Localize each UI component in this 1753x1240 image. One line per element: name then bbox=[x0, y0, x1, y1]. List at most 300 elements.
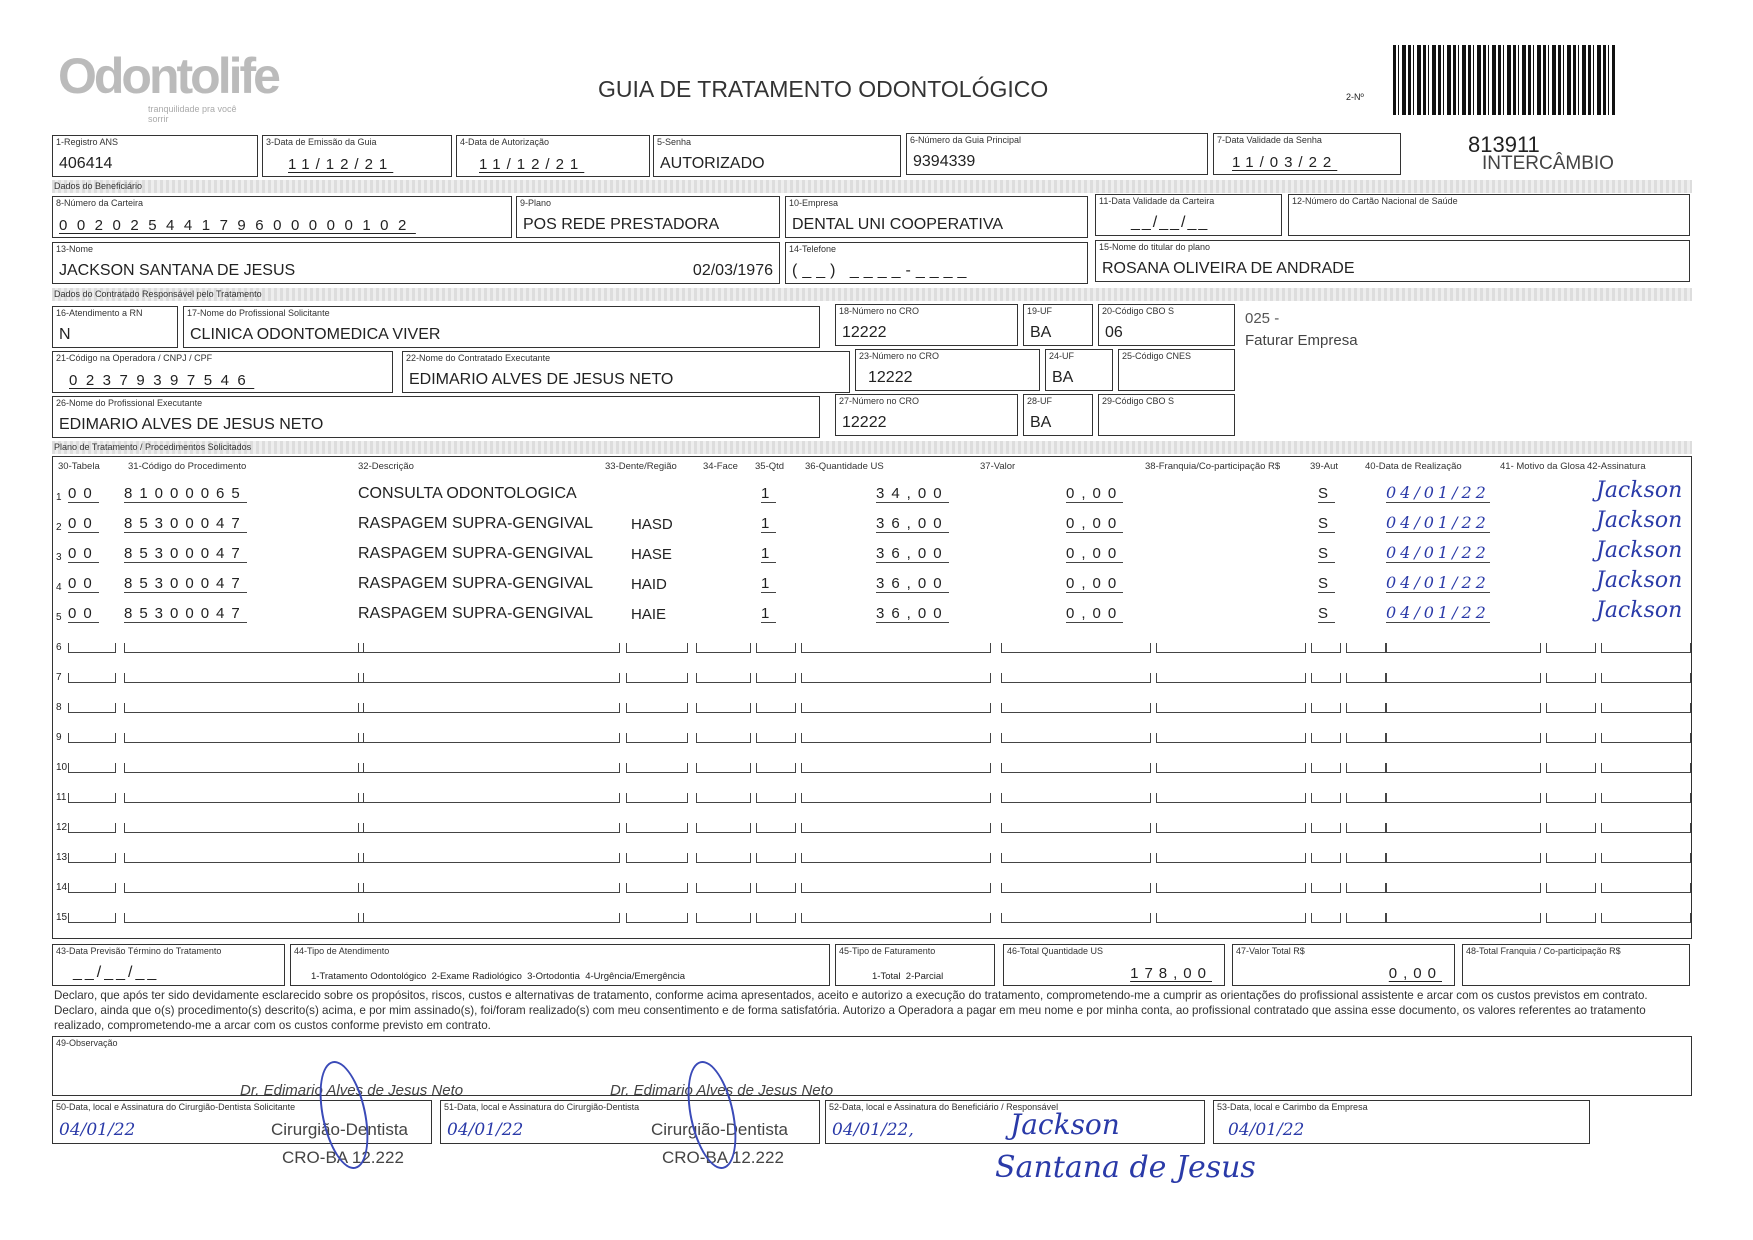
table-row[interactable] bbox=[56, 598, 1686, 625]
field-titular-plano[interactable] bbox=[1095, 240, 1690, 282]
empty-cell[interactable] bbox=[626, 823, 688, 833]
empty-cell[interactable] bbox=[696, 643, 751, 653]
empty-cell[interactable] bbox=[1311, 733, 1341, 743]
empty-cell[interactable] bbox=[1001, 763, 1151, 773]
empty-cell[interactable] bbox=[1386, 823, 1541, 833]
empty-cell[interactable] bbox=[626, 643, 688, 653]
field-cartao-nacional-saude[interactable] bbox=[1288, 194, 1690, 236]
empty-cell[interactable] bbox=[1311, 883, 1341, 893]
empty-cell[interactable] bbox=[124, 763, 364, 773]
row-number: 13 bbox=[56, 852, 68, 863]
odontolife-logo bbox=[58, 48, 278, 124]
us-cell: 36,00 bbox=[876, 545, 949, 562]
us-cell: 34,00 bbox=[876, 485, 949, 502]
field-tipo-atendimento[interactable] bbox=[290, 944, 830, 986]
empty-cell[interactable] bbox=[626, 793, 688, 803]
empty-cell[interactable] bbox=[68, 703, 116, 713]
empty-cell[interactable] bbox=[801, 853, 991, 863]
table-row[interactable] bbox=[56, 478, 1686, 505]
descricao-cell: CONSULTA ODONTOLOGICA bbox=[358, 485, 577, 502]
value: 12222 bbox=[842, 324, 887, 341]
value: EDIMARIO ALVES DE JESUS NETO bbox=[59, 416, 324, 433]
descricao-cell: RASPAGEM SUPRA-GENGIVAL bbox=[358, 605, 594, 622]
empty-cell[interactable] bbox=[756, 883, 796, 893]
empty-cell[interactable] bbox=[1601, 703, 1691, 713]
field-assinatura-dentista[interactable] bbox=[440, 1100, 820, 1144]
empty-cell[interactable] bbox=[801, 703, 991, 713]
field-carimbo-empresa[interactable] bbox=[1213, 1100, 1590, 1144]
field-cbo-29[interactable] bbox=[1098, 394, 1235, 436]
dente-cell: HASD bbox=[631, 516, 673, 533]
field-data-previsao[interactable] bbox=[52, 944, 285, 986]
codigo-cell: 85300047 bbox=[124, 575, 247, 592]
empty-cell[interactable] bbox=[1386, 913, 1541, 923]
value: BA bbox=[1052, 369, 1074, 386]
empty-cell[interactable] bbox=[626, 763, 688, 773]
valor-cell: 0,00 bbox=[1066, 485, 1124, 502]
empty-cell[interactable] bbox=[1346, 643, 1386, 653]
section-contratado: Dados do Contratado Responsável pelo Tratamento bbox=[52, 288, 1692, 301]
empty-cell[interactable] bbox=[1601, 883, 1691, 893]
table-row[interactable] bbox=[56, 781, 1686, 805]
beneficiary-signature-2: Santana de Jesus bbox=[995, 1150, 1256, 1185]
row-number: 2 bbox=[56, 522, 62, 533]
valor-cell: 0,00 bbox=[1066, 575, 1124, 592]
empty-cell[interactable] bbox=[696, 883, 751, 893]
empty-cell[interactable] bbox=[756, 733, 796, 743]
empty-cell[interactable] bbox=[801, 793, 991, 803]
field-data-autorizacao[interactable] bbox=[456, 135, 650, 177]
empty-cell[interactable] bbox=[1001, 673, 1151, 683]
dente-cell: HAIE bbox=[631, 606, 667, 623]
assinatura-cell: Jackson bbox=[1596, 568, 1683, 593]
empty-cell[interactable] bbox=[1156, 673, 1306, 683]
value: 0,00 bbox=[1388, 965, 1442, 982]
empty-cell[interactable] bbox=[801, 913, 991, 923]
empty-cell[interactable] bbox=[1156, 913, 1306, 923]
row-number: 5 bbox=[56, 612, 62, 623]
field-numero-cro-23[interactable] bbox=[855, 349, 1040, 391]
tabela-cell: 00 bbox=[68, 575, 99, 592]
field-total-us[interactable] bbox=[1003, 944, 1225, 986]
table-row[interactable] bbox=[56, 721, 1686, 745]
label: 25-Código CNES bbox=[1122, 351, 1192, 361]
assinatura-cell: Jackson bbox=[1596, 508, 1683, 533]
empty-cell[interactable] bbox=[801, 643, 991, 653]
empty-cell[interactable] bbox=[1546, 703, 1596, 713]
qtd-cell: 1 bbox=[761, 605, 777, 622]
empty-cell[interactable] bbox=[124, 913, 364, 923]
label: 18-Número no CRO bbox=[839, 306, 920, 316]
data-cell: 04/01/22 bbox=[1386, 483, 1490, 502]
column-header: 35-Qtd bbox=[755, 461, 785, 472]
label: 52-Data, local e Assinatura do Beneficiário / Responsável bbox=[829, 1102, 1059, 1112]
field-numero-cro-18[interactable] bbox=[835, 304, 1018, 346]
field-codigo-operadora[interactable] bbox=[52, 351, 393, 393]
dente-cell: HASE bbox=[631, 546, 672, 563]
empty-cell[interactable] bbox=[358, 853, 620, 863]
column-header: 37-Valor bbox=[980, 461, 1016, 472]
qtd-cell: 1 bbox=[761, 575, 777, 592]
empty-cell[interactable] bbox=[696, 853, 751, 863]
empty-cell[interactable] bbox=[1001, 883, 1151, 893]
stamp-name-51: Dr. Edimario Alves de Jesus Neto bbox=[610, 1082, 834, 1099]
empty-cell[interactable] bbox=[1156, 703, 1306, 713]
data-cell: 04/01/22 bbox=[1386, 543, 1490, 562]
empty-cell[interactable] bbox=[68, 673, 116, 683]
table-row[interactable] bbox=[56, 568, 1686, 595]
table-row[interactable] bbox=[56, 751, 1686, 775]
value: 11/03/22 bbox=[1232, 154, 1338, 171]
us-cell: 36,00 bbox=[876, 605, 949, 622]
empty-cell[interactable] bbox=[124, 853, 364, 863]
empty-cell[interactable] bbox=[358, 673, 620, 683]
section-plano: Plano de Tratamento / Procedimentos Solicitados bbox=[52, 441, 1692, 454]
empty-cell[interactable] bbox=[1546, 763, 1596, 773]
empty-cell[interactable] bbox=[756, 703, 796, 713]
column-header: 41- Motivo da Glosa bbox=[1500, 461, 1586, 472]
empty-cell[interactable] bbox=[1386, 643, 1541, 653]
label: 8-Número da Carteira bbox=[56, 198, 144, 208]
table-row[interactable] bbox=[56, 538, 1686, 565]
empty-cell[interactable] bbox=[124, 733, 364, 743]
column-header: 32-Descrição bbox=[358, 461, 414, 472]
empty-cell[interactable] bbox=[756, 913, 796, 923]
empty-cell[interactable] bbox=[1311, 643, 1341, 653]
field-senha[interactable] bbox=[653, 135, 901, 177]
empty-cell[interactable] bbox=[1546, 673, 1596, 683]
empty-cell[interactable] bbox=[1156, 733, 1306, 743]
field-numero-cro-27[interactable] bbox=[835, 394, 1018, 436]
empty-cell[interactable] bbox=[1346, 883, 1386, 893]
empty-cell[interactable] bbox=[626, 673, 688, 683]
empty-cell[interactable] bbox=[1311, 763, 1341, 773]
descricao-cell: RASPAGEM SUPRA-GENGIVAL bbox=[358, 545, 594, 562]
stamp-role: Cirurgião-Dentista bbox=[271, 1120, 408, 1139]
date: 04/01/22 bbox=[1228, 1120, 1305, 1140]
row-number: 4 bbox=[56, 582, 62, 593]
table-row[interactable] bbox=[56, 871, 1686, 895]
aut-cell: S bbox=[1318, 605, 1336, 622]
guide-type: INTERCÂMBIO bbox=[1482, 153, 1614, 174]
empty-cell[interactable] bbox=[1346, 733, 1386, 743]
column-header: 33-Dente/Região bbox=[605, 461, 677, 472]
options: 1-Tratamento Odontológico 2-Exame Radiológico 3-Ortodontia 4-Urgência/Emergência bbox=[311, 971, 686, 982]
empty-cell[interactable] bbox=[1156, 643, 1306, 653]
field-nome[interactable] bbox=[52, 242, 780, 284]
empty-cell[interactable] bbox=[1386, 883, 1541, 893]
table-row[interactable] bbox=[56, 508, 1686, 535]
empty-cell[interactable] bbox=[1546, 643, 1596, 653]
us-cell: 36,00 bbox=[876, 515, 949, 532]
empty-cell[interactable] bbox=[1001, 643, 1151, 653]
empty-cell[interactable] bbox=[696, 673, 751, 683]
empty-cell[interactable] bbox=[124, 643, 364, 653]
empty-cell[interactable] bbox=[1386, 673, 1541, 683]
label: 13-Nome bbox=[56, 244, 94, 254]
field-profissional-solicitante[interactable] bbox=[183, 306, 820, 348]
empty-cell[interactable] bbox=[1311, 673, 1341, 683]
tabela-cell: 00 bbox=[68, 485, 99, 502]
empty-cell[interactable] bbox=[68, 763, 116, 773]
empty-cell[interactable] bbox=[1156, 763, 1306, 773]
field-assinatura-solicitante[interactable] bbox=[52, 1100, 432, 1144]
assinatura-cell: Jackson bbox=[1596, 478, 1683, 503]
value: 02379397546 bbox=[69, 372, 255, 389]
table-row[interactable] bbox=[56, 901, 1686, 925]
field-numero-carteira[interactable] bbox=[52, 196, 512, 238]
column-header: 42-Assinatura bbox=[1587, 461, 1646, 472]
logo-text: Odontolife bbox=[58, 48, 278, 104]
table-row[interactable] bbox=[56, 811, 1686, 835]
label: 49-Observação bbox=[56, 1038, 118, 1048]
empty-cell[interactable] bbox=[68, 913, 116, 923]
empty-cell[interactable] bbox=[626, 913, 688, 923]
field-validade-carteira[interactable] bbox=[1095, 194, 1282, 236]
empty-cell[interactable] bbox=[1601, 853, 1691, 863]
empty-cell[interactable] bbox=[1601, 793, 1691, 803]
empty-cell[interactable] bbox=[756, 853, 796, 863]
empty-cell[interactable] bbox=[1346, 673, 1386, 683]
empty-cell[interactable] bbox=[1386, 703, 1541, 713]
field-valor-total[interactable] bbox=[1232, 944, 1455, 986]
field-data-emissao[interactable] bbox=[262, 135, 452, 177]
empty-cell[interactable] bbox=[358, 913, 620, 923]
empty-cell[interactable] bbox=[756, 643, 796, 653]
label: 45-Tipo de Faturamento bbox=[839, 946, 936, 956]
empty-cell[interactable] bbox=[358, 643, 620, 653]
value: EDIMARIO ALVES DE JESUS NETO bbox=[409, 371, 674, 388]
empty-cell[interactable] bbox=[68, 853, 116, 863]
empty-cell[interactable] bbox=[801, 673, 991, 683]
empty-cell[interactable] bbox=[1546, 733, 1596, 743]
empty-cell[interactable] bbox=[1601, 763, 1691, 773]
empty-cell[interactable] bbox=[696, 823, 751, 833]
column-header: 31-Código do Procedimento bbox=[128, 461, 247, 472]
row-number: 1 bbox=[56, 492, 62, 503]
empty-cell[interactable] bbox=[1601, 673, 1691, 683]
options: 1-Total 2-Parcial bbox=[872, 971, 944, 982]
tabela-cell: 00 bbox=[68, 545, 99, 562]
empty-cell[interactable] bbox=[1601, 643, 1691, 653]
empty-cell[interactable] bbox=[696, 703, 751, 713]
field-total-franquia[interactable] bbox=[1462, 944, 1690, 986]
empty-cell[interactable] bbox=[1001, 793, 1151, 803]
qtd-cell: 1 bbox=[761, 515, 777, 532]
column-header: 36-Quantidade US bbox=[805, 461, 884, 472]
field-uf-19[interactable] bbox=[1023, 304, 1093, 346]
data-cell: 04/01/22 bbox=[1386, 603, 1490, 622]
empty-cell[interactable] bbox=[1386, 853, 1541, 863]
empty-cell[interactable] bbox=[358, 793, 620, 803]
field-uf-24[interactable] bbox=[1045, 349, 1113, 391]
table-row[interactable] bbox=[56, 661, 1686, 685]
empty-cell[interactable] bbox=[1156, 793, 1306, 803]
empty-cell[interactable] bbox=[124, 823, 364, 833]
field-profissional-executante[interactable] bbox=[52, 396, 820, 438]
empty-cell[interactable] bbox=[1386, 793, 1541, 803]
aut-cell: S bbox=[1318, 575, 1336, 592]
empty-cell[interactable] bbox=[626, 883, 688, 893]
empty-cell[interactable] bbox=[1346, 853, 1386, 863]
value: BA bbox=[1030, 324, 1052, 341]
field-cbo-20[interactable] bbox=[1098, 304, 1235, 346]
label: 12-Número do Cartão Nacional de Saúde bbox=[1292, 196, 1458, 206]
table-row[interactable] bbox=[56, 691, 1686, 715]
value: 11/12/21 bbox=[288, 156, 394, 173]
dente-cell: HAID bbox=[631, 576, 667, 593]
note-code: 025 - bbox=[1245, 310, 1280, 327]
empty-cell[interactable] bbox=[68, 733, 116, 743]
value: (__) ____-____ bbox=[792, 262, 972, 279]
label: 6-Número da Guia Principal bbox=[910, 135, 1022, 145]
empty-cell[interactable] bbox=[1311, 823, 1341, 833]
empty-cell[interactable] bbox=[756, 763, 796, 773]
empty-cell[interactable] bbox=[1346, 793, 1386, 803]
empty-cell[interactable] bbox=[1546, 793, 1596, 803]
empty-cell[interactable] bbox=[1311, 703, 1341, 713]
empty-cell[interactable] bbox=[1156, 883, 1306, 893]
empty-cell[interactable] bbox=[626, 853, 688, 863]
empty-cell[interactable] bbox=[68, 793, 116, 803]
empty-cell[interactable] bbox=[358, 763, 620, 773]
field-tipo-faturamento[interactable] bbox=[835, 944, 995, 986]
empty-cell[interactable] bbox=[696, 763, 751, 773]
label: 24-UF bbox=[1049, 351, 1075, 361]
field-contratado-executante[interactable] bbox=[402, 351, 850, 393]
empty-cell[interactable] bbox=[358, 883, 620, 893]
empty-cell[interactable] bbox=[1001, 703, 1151, 713]
label: 19-UF bbox=[1027, 306, 1053, 316]
empty-cell[interactable] bbox=[626, 703, 688, 713]
empty-cell[interactable] bbox=[358, 733, 620, 743]
codigo-cell: 85300047 bbox=[124, 545, 247, 562]
empty-cell[interactable] bbox=[696, 793, 751, 803]
empty-cell[interactable] bbox=[801, 733, 991, 743]
field-validade-senha[interactable] bbox=[1213, 133, 1401, 175]
empty-cell[interactable] bbox=[1156, 853, 1306, 863]
label: 21-Código na Operadora / CNPJ / CPF bbox=[56, 353, 213, 363]
empty-cell[interactable] bbox=[124, 793, 364, 803]
empty-cell[interactable] bbox=[68, 883, 116, 893]
field-atendimento-rn[interactable] bbox=[52, 306, 178, 348]
field-cnes[interactable] bbox=[1118, 349, 1235, 391]
label: 20-Código CBO S bbox=[1102, 306, 1175, 316]
empty-cell[interactable] bbox=[1311, 793, 1341, 803]
codigo-cell: 85300047 bbox=[124, 515, 247, 532]
label: 27-Número no CRO bbox=[839, 396, 920, 406]
value: __/__/__ bbox=[1131, 214, 1210, 231]
label: 53-Data, local e Carimbo da Empresa bbox=[1217, 1102, 1368, 1112]
table-row[interactable] bbox=[56, 631, 1686, 655]
empty-cell[interactable] bbox=[1001, 733, 1151, 743]
column-header: 38-Franquia/Co-participação R$ bbox=[1145, 461, 1281, 472]
empty-cell[interactable] bbox=[1346, 913, 1386, 923]
empty-cell[interactable] bbox=[1311, 913, 1341, 923]
value: BA bbox=[1030, 414, 1052, 431]
label: 29-Código CBO S bbox=[1102, 396, 1175, 406]
field-empresa[interactable] bbox=[785, 196, 1088, 238]
empty-cell[interactable] bbox=[1001, 853, 1151, 863]
empty-cell[interactable] bbox=[124, 883, 364, 893]
empty-cell[interactable] bbox=[1546, 883, 1596, 893]
empty-cell[interactable] bbox=[1156, 823, 1306, 833]
field-uf-28[interactable] bbox=[1023, 394, 1093, 436]
empty-cell[interactable] bbox=[696, 913, 751, 923]
label: 7-Data Validade da Senha bbox=[1217, 135, 1322, 145]
value: CLINICA ODONTOMEDICA VIVER bbox=[190, 326, 441, 343]
empty-cell[interactable] bbox=[801, 823, 991, 833]
label: 10-Empresa bbox=[789, 198, 839, 208]
empty-cell[interactable] bbox=[756, 673, 796, 683]
empty-cell[interactable] bbox=[124, 703, 364, 713]
valor-cell: 0,00 bbox=[1066, 515, 1124, 532]
label: 15-Nome do titular do plano bbox=[1099, 242, 1211, 252]
qtd-cell: 1 bbox=[761, 545, 777, 562]
empty-cell[interactable] bbox=[1546, 853, 1596, 863]
empty-cell[interactable] bbox=[358, 703, 620, 713]
empty-cell[interactable] bbox=[1001, 913, 1151, 923]
empty-cell[interactable] bbox=[358, 823, 620, 833]
empty-cell[interactable] bbox=[1311, 853, 1341, 863]
aut-cell: S bbox=[1318, 545, 1336, 562]
value: 00202544179600000102 bbox=[59, 217, 416, 234]
field-guia-principal[interactable] bbox=[906, 133, 1208, 175]
label: 3-Data de Emissão da Guia bbox=[266, 137, 377, 147]
empty-cell[interactable] bbox=[1601, 823, 1691, 833]
label: 11-Data Validade da Carteira bbox=[1099, 196, 1215, 206]
date: 04/01/22 bbox=[59, 1120, 136, 1140]
table-row[interactable] bbox=[56, 841, 1686, 865]
empty-cell[interactable] bbox=[68, 823, 116, 833]
label: 48-Total Franquia / Co-participação R$ bbox=[1466, 946, 1621, 956]
value: 06 bbox=[1105, 324, 1123, 341]
field-registro-ans[interactable] bbox=[52, 135, 258, 177]
empty-cell[interactable] bbox=[1346, 703, 1386, 713]
empty-cell[interactable] bbox=[801, 883, 991, 893]
empty-cell[interactable] bbox=[124, 673, 364, 683]
empty-cell[interactable] bbox=[696, 733, 751, 743]
empty-cell[interactable] bbox=[1346, 763, 1386, 773]
empty-cell[interactable] bbox=[756, 793, 796, 803]
empty-cell[interactable] bbox=[626, 733, 688, 743]
row-number: 8 bbox=[56, 702, 62, 713]
data-cell: 04/01/22 bbox=[1386, 573, 1490, 592]
empty-cell[interactable] bbox=[1386, 763, 1541, 773]
codigo-cell: 81000065 bbox=[124, 485, 247, 502]
field-telefone[interactable] bbox=[785, 242, 1088, 284]
column-header: 34-Face bbox=[703, 461, 738, 472]
empty-cell[interactable] bbox=[1546, 823, 1596, 833]
empty-cell[interactable] bbox=[1546, 913, 1596, 923]
empty-cell[interactable] bbox=[1386, 733, 1541, 743]
label: 22-Nome do Contratado Executante bbox=[406, 353, 551, 363]
section-beneficiario: Dados do Beneficiário bbox=[52, 180, 1692, 193]
empty-cell[interactable] bbox=[1001, 823, 1151, 833]
valor-cell: 0,00 bbox=[1066, 605, 1124, 622]
value: ROSANA OLIVEIRA DE ANDRADE bbox=[1102, 260, 1355, 277]
empty-cell[interactable] bbox=[801, 763, 991, 773]
empty-cell[interactable] bbox=[1601, 733, 1691, 743]
empty-cell[interactable] bbox=[756, 823, 796, 833]
data-cell: 04/01/22 bbox=[1386, 513, 1490, 532]
date: 04/01/22 bbox=[447, 1120, 524, 1140]
label: 47-Valor Total R$ bbox=[1236, 946, 1305, 956]
empty-cell[interactable] bbox=[1346, 823, 1386, 833]
empty-cell[interactable] bbox=[1601, 913, 1691, 923]
empty-cell[interactable] bbox=[68, 643, 116, 653]
field-plano[interactable] bbox=[516, 196, 780, 238]
